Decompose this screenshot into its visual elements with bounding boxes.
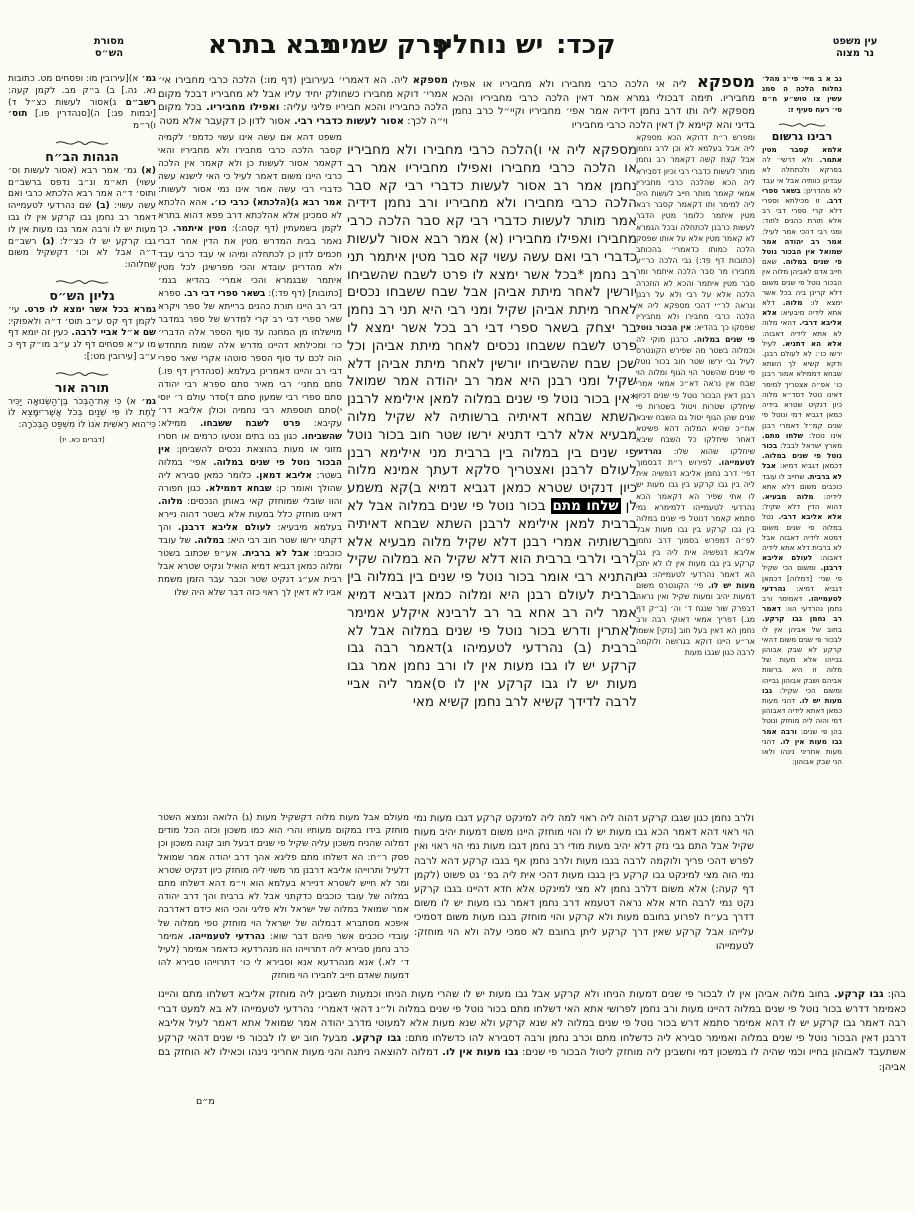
chapter-number-title: פרק שמיני [322,30,449,60]
tosafot-commentary-main: ומפרש ר״ת דדוקא הכא מספקא ליה אבל בעלמא לא וכן לרב נחמן אבל קצת קשה דקאמר רב נחמן מותר לעשות כדברי רבי וכיון דסבירא ליה הכא שהלכה כרבי מחביריו אמאי קאמר מותר חייב לעשות היה ליה למימר ותו דקאמר קסבר רבא מטין איתמר כלומר מטין הדבר לעשות כרבנן לכתחלה ובכל הגמרא לא קאמר מטין אלא על אותו שפסק הלכה כמותו כדאמרי׳ בהכותב (כתובות דף פד:) גבי הלכה כר״ע מחבירו מר סבר הלכה איתמר ומר סבר מטין איתמר והכא לא הוזכרה הלכה אלא על רבי ולא על רבנן ונראה לר״י דהכי מספקא ליה אי הלכה כרבי מחבירו ולא מחביריו שפסקו כך בהדיא: אין הבכור נוטל פי שנים במלוה. כרבנן מוקי לה וכמלוה בשטר מה שפירש הקונטרס לעיל גבי ירשו שטר חוב בכור נוטל פי שנים שהשטר הוי הגוף ומלוה הוי שבח אין נראה דא״כ אמאי אמרי רבנן דאין הבכור נוטל פי שנים דכיון שיחלקו שטרות ויטול בשטרות פי שנים שהן הגוף יטול גם השבח שיבא אח״כ שהיא המלוה דהא פשיטא דאחר שיחלקו כל השבח שיבא שיחלקו שהוא שלו: נהרדעי לטעמייהו. לפירוש ר״ת דבסמוך דפי׳ דרב נחמן אליבא דנפשיה אית ליה בין גבו קרקע בין גבו מעות יש לו אתי שפיר הא דקאמר הכא נהרדעי לטעמייהו דלמימרא נמי סתמא קאמר דנוטל פי שנים במלוה בין גבו קרקע בין גבו מעות אבל לפ״ה דמפרש בסמוך דרב נחמן אליבא דנפשיה אית ליה בין גבו קרקע בין גבו מעות אין לו לא יתכן הא דאמר נהרדעי לטעמייהו: גבו מעות יש לו. פי׳ הקונטרס משום דמעות יהיב ומעות שקיל ואין נראה דבפרק שור שנגח ד׳ וה׳ (ב״ק דף מג.) דפריך אמאי דאוקי רבה ורב נחמן הא דאין בעל חוב [נזקי] אשמו אר״ע היינו דוקא בגרושה ולוקמה לרבה כגון שגבו מעות [636,133,755,658]
tosafot-commentary-top: מספקא ליה אי הלכה כרבי מחבירו ולא מחביריו או אפילו מחביריו. תימה דבכולי גמרא אמר דאין הלכה כרבי מחביריו והכא מספקא ליה ותו דרב נחמן דידיה אמר אפי׳ מחביריו וקיי״ל כרב נחמן בדיני והא קיימא לן דאין הלכה כרבי מחביריו [452,74,755,131]
section-divider-icon [762,121,842,130]
chapter-name-title: יש נוחלין [436,30,544,60]
ein-mishpat-label-line1: עין משפט [832,36,878,47]
rabbenu-gershom-title: רבינו גרשום [771,129,833,143]
daf-number: קכד: [556,30,616,60]
masoret-hashas-label-line1: מסורת [93,36,125,47]
section-divider-icon [8,370,156,379]
rabbenu-gershom-column [762,74,842,810]
gilyon-hashas-notes: גמרא בכל אשר ימצא לו פרט. עי׳ לקמן דף קס ע״ב תוס׳ ד״ה ולאפוקי: שם א״ל אביי לרבה. כעין זה יומא דף מו ע״א פסחים דף לג ע״ב מו״ק דף כ ע״ב [עירובין מט:]: [8,304,156,362]
torah-or-title: תורה אור [54,379,110,395]
masoret-notes: גמ׳ א)[עירובין מו: ופסחים מט. כתובות נא. נה.] ב) ב״ק מב. לקמן קעה: רשב״ם ג)אסור לעשות כצ״ל ד)[יבמות פג:] ה)[סנהדרין פו.] תוס׳ ו)ר״מ [8,74,156,132]
torah-or-verse: גמ׳ א) כִּי אֶת־הַבְּכֹר בֶּן־הַשְּׂנוּאָה יַכִּיר לָתֶת לוֹ פִּי שְׁנַיִם בְּכֹל אֲשֶׁר־יִמָּצֵא לוֹ כִּי־הוּא רֵאשִׁית אֹנוֹ לוֹ מִשְׁפַּט הַבְּכֹרָה: [8,396,156,431]
rabbenu-gershom-main: אלמא קסבר מטין אתמר. ולא דרשי׳ לה בפרקא ולכתחלה לא עבדינן כוותיה אבל אי עבד לא מהדרינן: בשאר ספרי דרב. זו מכילתא וספרי דלא קרי ספרי דבי רב אלא תורת כהנים לחוד: ומני רבי דהכי אמר לעיל: אמר רב יהודה אמר שמואל אין הבכור נוטל פי שנים במלוה. שאם חייב אדם לאביהן מלוה אין הבכור נוטל פי שנים משום דלא קרינן ביה בכל אשר ימצא לו: מלוה. דלא אתא לידיה מיבעיא: אלא אליבא דרבי. דהאי מלוה לא אתא לידיה דאבוה: אלא הא דתניא. לעיל ירשו כו׳: לא לעולם רבנן. ודקא קשיא לך השתא שבחא דממילא אמור רבנן כו׳ אפ״ה אצטריך למימר דאינו נוטל דסד״א מלוה כיון דנקיט שטרא בידיה כמאן דגביא דמי ונוטל פי שנים קמ״ל דאמרי רבנן אינו נוטל: שלחו מתם. מארץ ישראל לבבל: בכור נוטל פי שנים במלוה. דכמאן דגביא דמיא: אבל לא ברבית. שחייב לו עובד כוכבים משום דלא אתא לידיה: מלוה מבעיא. דהוא הדין דלא שקיל: אלא אליבא דרבי. נטל במלוה פי שנים משום דמטא לידיה דאבוה אבל לא ברבית דלא אתא לידיה דאבוה: לעולם אליבא דרבנן. ומשום הכי שקיל פי שני׳ [דמלוה] דכמאן דגביא דמיא: נהרדעי לטעמייהו. דאמימר ורב נחמן נהרדעי הוו: דאמר רב נחמן גבו קרקע. בחוב של אביהן אין לו לבכור פי שנים משום דהאי קרקע לא שבק אבוהון גבייהו אלא מעות של מלוה זו היא ברשות אביהם ושבק אבוהון גבייהו ומשום הכי שקיל: גבו מעות יש לו. דהני מעות כמאן דאתא לידיה דאבוהון דמי והוה ליה מוחזק ונוטל בהן פי שנים: ורבה אמר גבו מעות אין לו. דהני מעות אחריני נינהו ולאו הני שבק אבוהון: [762,145,842,767]
masoret-hashas-label [72,36,146,60]
left-margin-column [8,74,156,446]
section-divider-icon [8,278,156,287]
rabbenu-gershom-bottom: בהן: גבו קרקע. בחוב מלוה אביהן אין לו לבכור פי שנים דמעות הניחו ולא קרקע אבל גבו מעות יש לו שהרי מעות הניחו וכמעות חשבינן ליה מוחזק אליבא דשלחו מתם והיינו כאמימר דדרש בכור נוטל פי שנים במלוה דהיינו מעות ורב נחמן לפרושי אתא האי דשלחו מתם בכור נוטל פי שנים במלוה ול״נ דהאי דאמרי׳ נהרדעי לטעמייהו לא בא למעט דברי רבה דאמר גבו קרקע יש לו דהא אמימר סתמא דרש בכור נוטל פי שנים במלוה לא שנא קרקע ולא שנא מעות אלא למעוטי מדרב יהודה אמר שמואל אתא דאמר לעיל אליבא דרבנן דאין הבכור נוטל פי שנים במלוה ואמימר סבירא ליה כדשלחו מתם וכרב נחמן ורבה דסבירא להו כדשלחו מתם: גבו קרקע. מבעל חוב יש לו לבכור פי שנים דהאי קרקע אשתעבד לאבוהון בחייו וכמי שהיה לו במשכון דמי וחשבינן ליה מוחזק ליטול הבכור פי שנים: גבו מעות אין לו. דמלוה להוצאה ניתנה והני מעות אחריני נינהו וכאילו לא הוחזק בם אביהן: [158,989,906,1073]
tractate-title: בבא בתרא [208,30,336,60]
hagahot-habach-notes: (א) גמ׳ אמר רבא (אסור לעשות וס׳ עשוי) תא״מ ונ״ב נדפס ברשב״ם ותוס׳ ד״ה אמר רבא הלכתא כרבי ואם עשה עשוי: (ב) שם נהרדעי לטעמייהו דאמר רב נחמן גבו קרקע אין לו גבו מעות יש לו ורבה אמר גבו מעות אין לו גבו קרקע יש לו כצ״ל: (ג) רשב״ם ד״ה אבל לא וכו׳ דקשקיל משום שחלוהו: [8,165,156,271]
rashbam-commentary-top: מספקא ליה. הא דאמרי׳ בעירובין (דף מו:) הלכה כרבי מחבירו אי׳ אמרי׳ דוקא מחבירו כשחולק יחיד עליו אבל לא מחביריו דבכל מקום הלכה כחביריו והכא חביריו פליגי עליה: ואפילו מחביריו. בכל מקום וי״ה לכך: אסור לעשות כדברי רבי. אסור לדון כן דקעבר אלא מטה [158,75,448,127]
hagahot-habach-title: הגהות הב״ח [45,148,119,164]
ein-mishpat-label-line2: נר מצוה [835,48,875,59]
gemara-text: מספקא ליה אי ו)הלכה כרבי מחבירו ולא מחביריו או הלכה כרבי מחבירו ואפילו מחביריו אמר רב נחמן אמר רב אסור לעשות כדברי רבי קא סבר הלכה כרבי מחבירו ולא מחביריו ורב נחמן דידיה אמר מותר לעשות כדברי רבי קא סבר הלכה כרבי מחבירו ואפילו מחביריו (א) אמר רבא אסור לעשות כדברי רבי ואם עשה עשוי קא סבר מטין איתמר תני רב נחמן *בכל אשר ימצא לו פרט לשבח שהשביחו יורשין לאחר מיתת אביהן אבל שבח ששבחו נכסים לאחר מיתת אביהן שקיל ומני רבי היא תני רב נחמן בר יצחק בשאר ספרי דבי רב בכל אשר ימצא לו פרט לשבח ששבחו נכסים לאחר מיתת אביהן וכל שכן שבח שהשביחו יורשין לאחר מיתת אביהן דלא שקיל ומני רבנן היא אמר רב יהודה אמר שמואל *אין בכור נוטל פי שנים במלוה למאן אילימא לרבנן השתא שבחא דאיתיה ברשותיה לא שקיל מלוה מבעיא אלא לרבי דתניא ירשו שטר חוב בכור נוטל פי שנים בין במלוה בין ברבית מני אילימא רבנן לעולם לרבנן ואצטריך סלקא דעתך אמינא מלוה כיון דנקיט שטרא כמאן דגביא דמיא ב)קא משמע לן שלחו מתם בכור נוטל פי שנים במלוה אבל לא ברבית למאן אילימא לרבנן השתא שבחא דאיתיה ברשותיה אמרי רבנן דלא שקיל מלוה מבעיא אלא לרבי ולרבי ברבית הוא דלא שקיל הא במלוה שקיל והתניא רבי אומר בכור נוטל פי שנים בין במלוה בין ברבית לעולם רבנן היא ומלוה כמאן דגביא דמיא אמר ליה רב אחא בר רב לרבינא איקלע אמימר לאתרין ודרש בכור נוטל פי שנים במלוה אבל לא ברבית (ב) נהרדעי לטעמיהו ג)דאמר רבה גבו קרקע יש לו גבו מעות אין לו ורב נחמן אמר גבו מעות יש לו גבו קרקע אין לו ס)אמר ליה אביי לרבה לדידך קשיא לרב נחמן קשיא מאי [347,142,637,710]
ein-mishpat-note: נב א ב מיי׳ פי״ג מהל׳ נחלות הלכה ה סמג עשין צו טוש״ע ח״מ סי׳ רעח סעיף ז: [762,74,842,114]
torah-or-source: (דברים כא. יז) [59,434,105,444]
masoret-hashas-label-line2: הש״ס [94,48,124,59]
ein-mishpat-label [818,36,892,60]
gilyon-hashas-title: גליון הש״ס [49,287,115,303]
rashbam-commentary-main: משפט דהא אם עשה אינו עשוי כדמפ׳ לקמיה קסבר הלכה כרבי מחבירו ולא מחביריו והאי דקאמר אסור לעשות כן ולא קאמר אין הלכה כרבי היינו משום דאמר לעיל כי האי לישנא עשה כדברי רבי עשה אמר אינו נמי אסור לעשות: אמר רבא ג)(הלכתא) כרבי כו׳. אהא הלכתא לא סמכינן אלא אהלכתא דרב פפא דהוא בתרא לקמן בשמעתין (דף קסה:): מטין איתמר. כך נאמר בבית המדרש מטין את הדין אחר דברי חכמים לדון כן לכתחלה ומיהו אי עבד כרבי עבד ולא מהדרינן עובדא והכי מפרשינן לכל מטין איתמר שבגמרא והכי אמרי׳ בהדיא בגמ׳ [כתובות] (דף פד:): בשאר ספרי דבי רב. ספרא דבי רב היינו תורת כהנים ברייתא של ספר ויקרא שאר ספרי דבי רב קרי למדרש של ספר במדבר מוישלחו מן המחנה עד סוף הספר אלה הדברי׳ כו׳ ומכילתא דהיינו מדרש אלה שמות מתחדש הוה לכם עד סוף הספר סוטהו אקרי שאר ספרי דבי רב והיינו דאמרינן בעלמא (סנהדרין דף פו.) סתם מתני׳ רבי מאיר סתם ספרא רבי יהודה סתם ספרי רבי שמעון סתם ד)סדר עולם ר׳ יוסי י)סתם תוספתא רבי נחמיה וכולן אליבא דר׳ עקיבא: פרט לשבח ששבחו. ממילא: שהשביחו. כגון בנו בתים ונטעו כרמים או חסרו מזוני או מעות בהוצאת נכסים להשביחן: אין הבכור נוטל פי שנים במלוה. אפי׳ במלוה בשטר: אליבא דמאן. כלומר כמאן סבירא ליה שהולך ואומר כן: שבחא דממילא. כגון חפורה והוו שובלי שמוחזק קאי באותן הנכסים: מלוה. דאינו מוחזק כלל במעות אלא בשטר דהוה ניירא בעלמא מיבעיא: לעולם אליבא דרבנן. והך דקתני ירשו שטר חוב רבי היא: במלוה. של עובד כוכבים: אבל לא ברבית. אע״פ שכתוב בשטר ומלוה כמאן דגביא דמיא הואיל ונקיט שטרא אבל רבית אע״ג דנקיט שטר וכבר עבר הזמן משמת אביו לא דאין לך ראוי כזה דבר שלא היה שלו [158,133,342,598]
tosafot-commentary-bottom: ולרב נחמן כגון שגבו קרקע דהוה ליה ראוי למה ליה למינקט קרקע דגבו מעות נמי הוי ראוי דהא דאמר הכא גבו מעות יש לו והוי מוחזק היינו משום דמעות יהיב מעות שקיל אבל התם גבי נזק דלא יהיב מעות מודי רב נחמן דגבו מעות נמי הוי ראוי ואין לפרש דהכי פריך ולוקמה לרבה בגבו מעות ולרב נחמן אף בגבו קרקע דהא לרבה נמי הוה מצי למינקט גבו קרקע בין בגבו מעות דהכי אית ליה בפ׳ גט פשוט (לקמן דף קעה:) אלא משום דלרב נחמן לא מצי למינקט אלא חדא דהיינו בגבו קרקע נקט נמי לרבה חדא אלא נראה דטעמא דרב נחמן דאמר גבו מעות יש לו משום דדרך בע״ח לפרוע בחובם מעות ולא קרקע והוי מוחזק בגבו מעות משום דסמיכי עלייהו אבל קרקע שאין דרך קרקע ליתן בחובם לא סמכי עלה ולא הוי מוחזק: לטעמייהו [414,813,754,952]
section-divider-icon [8,139,156,148]
printer-signature: מ״ם [196,1096,215,1107]
rashbam-commentary-bottom: מעולם אבל מעות מלוה דקשקיל מעות (ג) הלואה ונמצא השטר מוחזק בידו במקום מעותיו והרי הוא כמו משכון וכזה הכל מודים דמלוה שהניח משכון עליה שקיל פי שנים דבעל חוב קונה משכון וכן פסק ר״ח: הא דשלחו מתם פליגא אהך דרב יהודה אמר שמואל דלעיל ותרוייהו אליבא דרבנן מר משוי ליה מוחזק כיון דנקיט שטרא ומר לא חייש לשטרא דניירא בעלמא הוא וי״מ דהא דשלחו מתם במלוה של עובד כוכבים כדקתני אבל לא ברבית והך דרב יהודה אמר שמואל במלוה של ישראל ולא פליגי והכי הוא כידם דאדרבה איפכא מסתברא דבמלוה של ישראל הוי מוחזק טפי ממלוה של עובדי כוכבים אשר פיהם דבר שוא: נהרדעי לטעמייהו. אמימר כרב נחמן סבירא ליה דתרוייהו הוו מנהרדעא כדאמר אמימר (לעיל ד׳ לא.) אנא מנהרדעא אנא וסבירא לי כו׳ דתרוייהו סבירא להו דמעות שאדם חייב לחבירו הוי מוחזק [158,813,409,982]
